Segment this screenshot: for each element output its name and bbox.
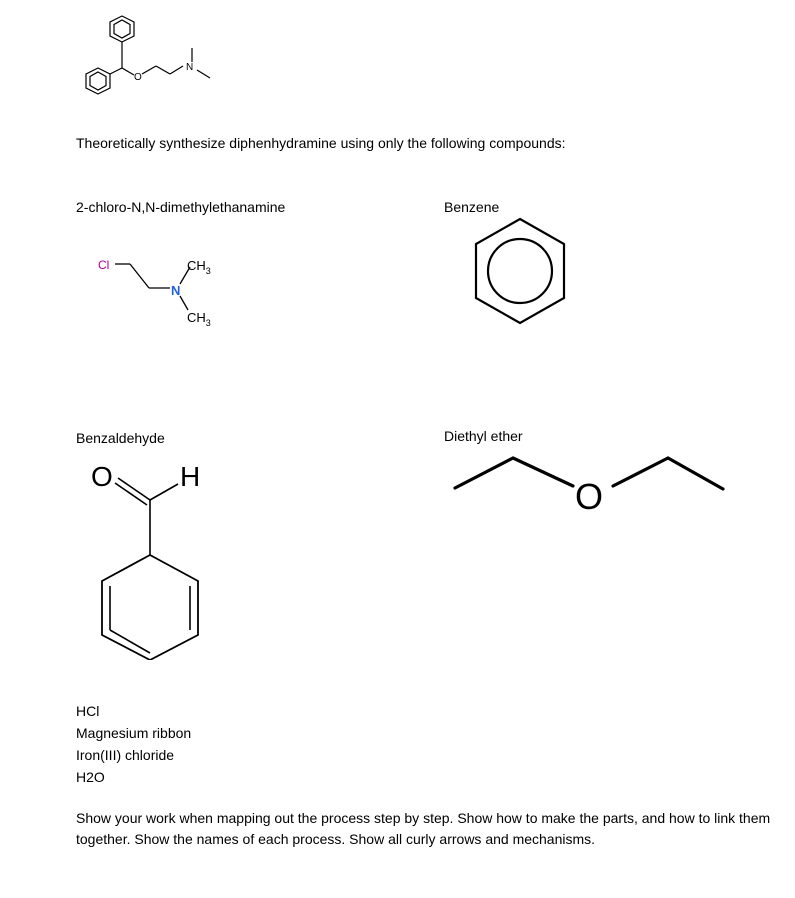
chloroamine-structure <box>92 250 242 330</box>
nitrogen-label: N <box>171 283 181 298</box>
target-oxygen-label: O <box>134 72 142 83</box>
benzene-structure <box>470 215 580 335</box>
reagent-item: HCl <box>76 703 100 719</box>
chlorine-label: Cl <box>98 258 110 272</box>
reagent-item: Magnesium ribbon <box>76 725 192 741</box>
aldehyde-hydrogen-label: H <box>180 461 201 492</box>
methyl-bottom-label: $CH_3$ <box>187 310 211 328</box>
compound-name-chloroamine: 2-chloro-N,N-dimethylethanamine <box>76 199 286 215</box>
methyl-top-label: $CH_3$ <box>187 258 211 276</box>
compound-name-diethyl-ether: Diethyl ether <box>444 428 523 444</box>
reagent-item: Iron(III) chloride <box>76 747 175 763</box>
instructions-paragraph: Show your work when mapping out the process step by step. Show how to make the parts, and how to link them together. Show the names of each process. Show all curly arrows and mechanisms. <box>76 810 771 847</box>
reagent-list <box>76 700 191 788</box>
benzaldehyde-structure <box>80 450 220 660</box>
diethyl-ether-structure <box>450 448 730 518</box>
reagent-item: H2O <box>76 769 105 785</box>
target-nitrogen-label: N <box>186 62 194 73</box>
carbonyl-oxygen-label: O <box>91 461 113 492</box>
ether-oxygen-label: O <box>575 476 604 517</box>
question-prompt: Theoretically synthesize diphenhydramine using only the following compounds: <box>76 135 566 151</box>
compound-name-benzaldehyde: Benzaldehyde <box>76 430 165 446</box>
compound-name-benzene: Benzene <box>444 199 500 215</box>
diphenhydramine-structure <box>70 8 230 108</box>
